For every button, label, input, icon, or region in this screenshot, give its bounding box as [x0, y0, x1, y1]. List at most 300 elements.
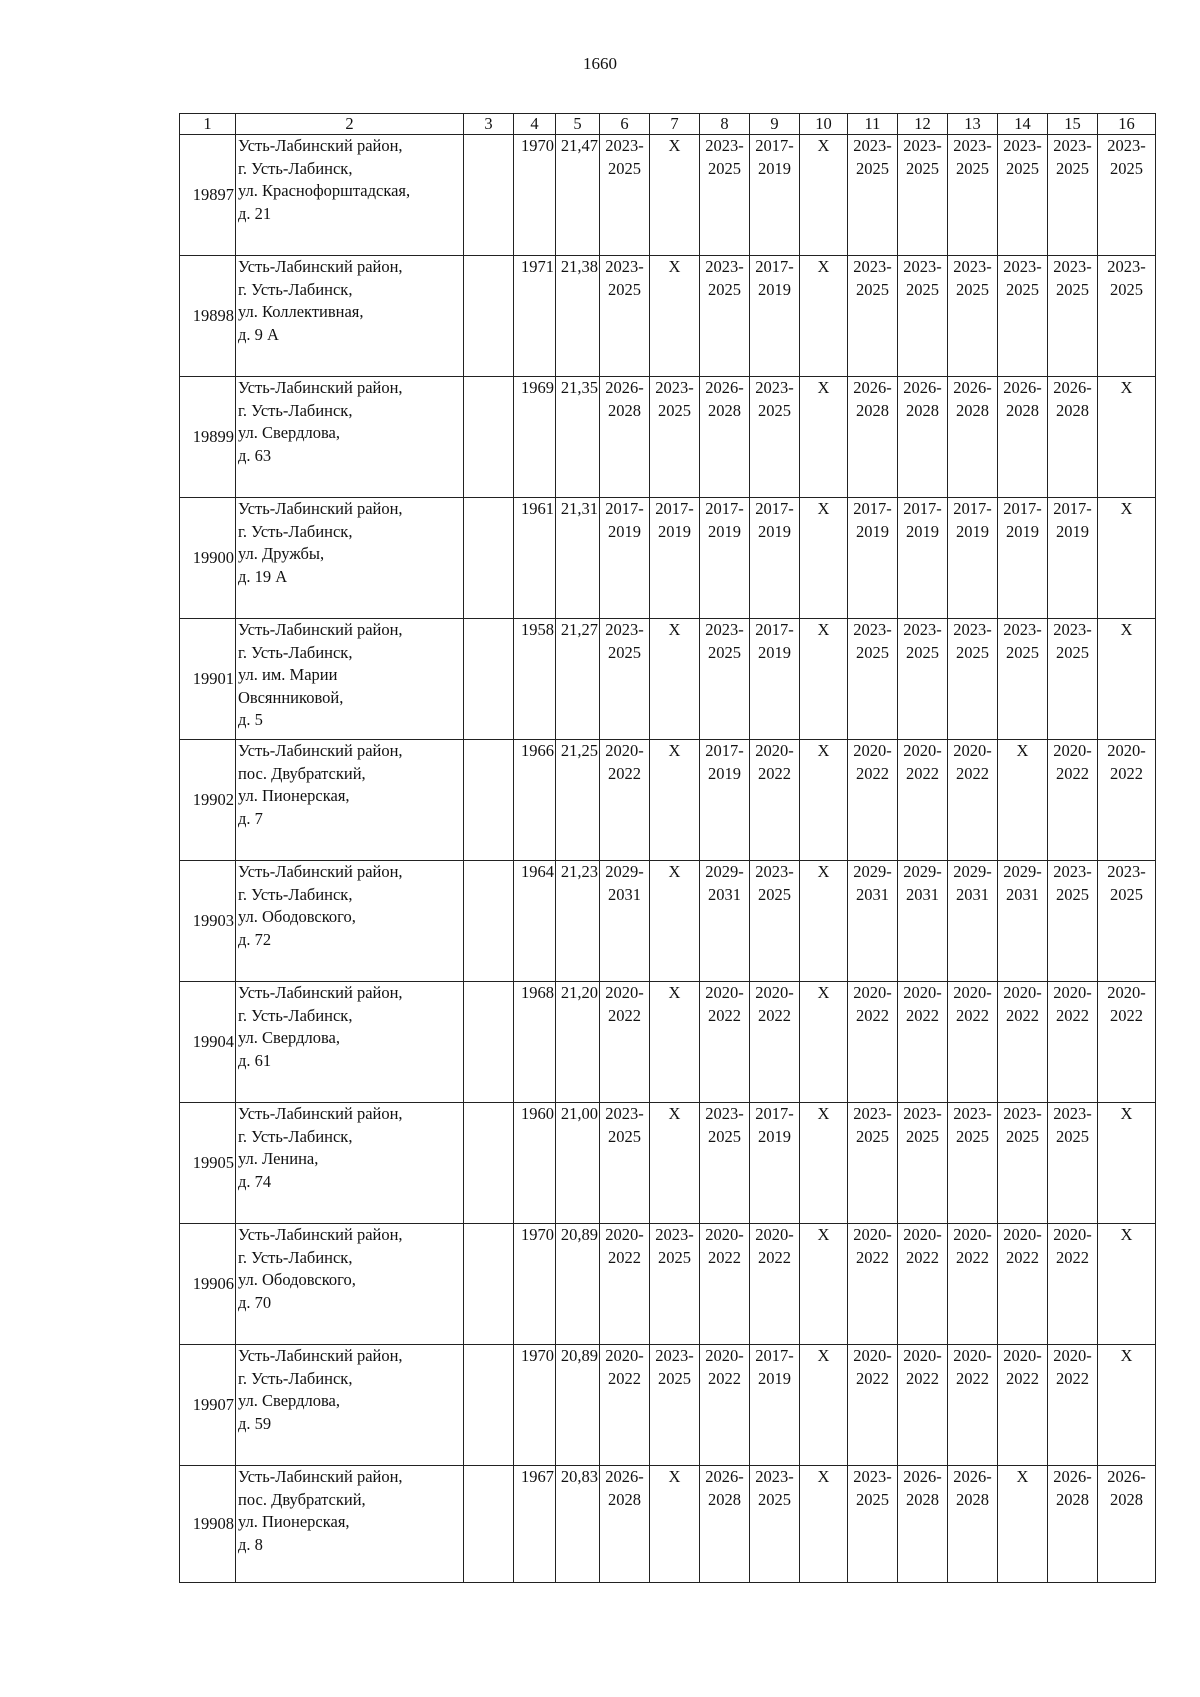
address-cell-line: Усть-Лабинский район,: [238, 499, 403, 518]
row-number: 19898: [180, 256, 236, 377]
row-number: 19906: [180, 1224, 236, 1345]
period-cell-col-14: [998, 498, 1048, 619]
period-cell-col-14-line: X: [1016, 741, 1029, 760]
period-cell-col-9: [750, 377, 800, 498]
period-cell-col-6: [600, 1224, 650, 1345]
period-cell-col-13-line: 2031: [956, 884, 989, 904]
address-cell: [236, 1103, 464, 1224]
period-cell-col-11: [848, 619, 898, 740]
period-cell-col-14: [998, 740, 1048, 861]
row-number: 19902: [180, 740, 236, 861]
table-row: [180, 135, 1156, 256]
period-cell-col-10: [800, 740, 848, 861]
period-cell-col-15-line: 2028: [1056, 400, 1089, 420]
address-cell-line: д. 59: [238, 1413, 272, 1433]
period-cell-col-15-line: 2025: [1056, 642, 1089, 662]
address-cell: [236, 498, 464, 619]
period-cell-col-15: [1048, 1103, 1098, 1224]
period-cell-col-13: [948, 1466, 998, 1583]
address-cell-line: д. 72: [238, 929, 272, 949]
period-cell-col-16-line: 2023-: [1107, 257, 1146, 276]
period-cell-col-16-line: 2025: [1110, 884, 1143, 904]
address-cell-line: ул. Ободовского,: [238, 907, 356, 926]
column-header-4: 4: [514, 114, 556, 135]
period-cell-col-15-line: 2026-: [1053, 378, 1092, 397]
period-cell-col-16-line: 2025: [1110, 158, 1143, 178]
period-cell-col-11-line: 2025: [856, 1126, 889, 1146]
period-cell-col-7-line: X: [668, 1467, 681, 1486]
period-cell-col-16: [1098, 377, 1156, 498]
column-header-8: 8: [700, 114, 750, 135]
period-cell-col-15: [1048, 256, 1098, 377]
period-cell-col-16-line: X: [1120, 1225, 1133, 1244]
column-3-cell: [464, 1466, 514, 1583]
period-cell-col-6: [600, 861, 650, 982]
period-cell-col-12-line: 2022: [906, 1247, 939, 1267]
period-cell-col-12-line: 2028: [906, 1489, 939, 1509]
period-cell-col-12-line: 2029-: [903, 862, 942, 881]
period-cell-col-6-line: 2023-: [605, 136, 644, 155]
period-cell-col-6-line: 2017-: [605, 499, 644, 518]
period-cell-col-14: [998, 377, 1048, 498]
period-cell-col-13-line: 2020-: [953, 741, 992, 760]
period-cell-col-8-line: 2028: [708, 1489, 741, 1509]
period-cell-col-11: [848, 1103, 898, 1224]
period-cell-col-11: [848, 498, 898, 619]
period-cell-col-13: [948, 1224, 998, 1345]
address-cell-line: пос. Двубратский,: [238, 1489, 366, 1509]
period-cell-col-11-line: 2026-: [853, 378, 892, 397]
period-cell-col-9-line: 2017-: [755, 499, 794, 518]
period-cell-col-10: [800, 377, 848, 498]
period-cell-col-13-line: 2020-: [953, 1225, 992, 1244]
period-cell-col-15-line: 2022: [1056, 1247, 1089, 1267]
table-row: [180, 498, 1156, 619]
table-row: [180, 377, 1156, 498]
period-cell-col-9: [750, 498, 800, 619]
period-cell-col-9-line: 2017-: [755, 620, 794, 639]
period-cell-col-14-line: 2028: [1006, 400, 1039, 420]
period-cell-col-12-line: 2025: [906, 1126, 939, 1146]
period-cell-col-12: [898, 1466, 948, 1583]
period-cell-col-7: [650, 256, 700, 377]
period-cell-col-9-line: 2017-: [755, 1104, 794, 1123]
period-cell-col-15: [1048, 982, 1098, 1103]
period-cell-col-8-line: 2023-: [705, 136, 744, 155]
value-cell: 21,00: [556, 1103, 600, 1224]
period-cell-col-12-line: 2022: [906, 763, 939, 783]
period-cell-col-13: [948, 1103, 998, 1224]
period-cell-col-15: [1048, 861, 1098, 982]
row-number: 19901: [180, 619, 236, 740]
address-cell: [236, 619, 464, 740]
column-3-cell: [464, 135, 514, 256]
period-cell-col-16-line: 2026-: [1107, 1467, 1146, 1486]
period-cell-col-13-line: 2023-: [953, 1104, 992, 1123]
address-cell-line: ул. Свердлова,: [238, 1391, 340, 1410]
table-row: [180, 256, 1156, 377]
period-cell-col-6: [600, 1103, 650, 1224]
period-cell-col-15: [1048, 619, 1098, 740]
period-cell-col-15-line: 2025: [1056, 884, 1089, 904]
year-cell: 1964: [514, 861, 556, 982]
column-header-6: 6: [600, 114, 650, 135]
period-cell-col-9-line: 2023-: [755, 862, 794, 881]
period-cell-col-9: [750, 1345, 800, 1466]
year-cell: 1967: [514, 1466, 556, 1583]
period-cell-col-10: [800, 1345, 848, 1466]
period-cell-col-10: [800, 135, 848, 256]
period-cell-col-8-line: 2026-: [705, 1467, 744, 1486]
address-cell-line: Усть-Лабинский район,: [238, 257, 403, 276]
period-cell-col-6-line: 2028: [608, 1489, 641, 1509]
period-cell-col-13-line: 2025: [956, 1126, 989, 1146]
period-cell-col-15-line: 2025: [1056, 279, 1089, 299]
period-cell-col-16-line: X: [1120, 499, 1133, 518]
period-cell-col-12: [898, 1224, 948, 1345]
period-cell-col-16: [1098, 1345, 1156, 1466]
period-cell-col-15-line: 2023-: [1053, 862, 1092, 881]
period-cell-col-10: [800, 1224, 848, 1345]
address-cell: [236, 135, 464, 256]
period-cell-col-14-line: 2017-: [1003, 499, 1042, 518]
period-cell-col-15-line: 2017-: [1053, 499, 1092, 518]
row-number: 19899: [180, 377, 236, 498]
period-cell-col-12-line: 2028: [906, 400, 939, 420]
row-number: 19908: [180, 1466, 236, 1583]
period-cell-col-9: [750, 1224, 800, 1345]
period-cell-col-7-line: 2017-: [655, 499, 694, 518]
row-number: 19900: [180, 498, 236, 619]
period-cell-col-9: [750, 1103, 800, 1224]
column-header-7: 7: [650, 114, 700, 135]
period-cell-col-14: [998, 1224, 1048, 1345]
period-cell-col-11: [848, 740, 898, 861]
address-cell-line: г. Усть-Лабинск,: [238, 400, 353, 420]
period-cell-col-12: [898, 982, 948, 1103]
period-cell-col-10-line: X: [817, 1225, 830, 1244]
period-cell-col-15-line: 2023-: [1053, 1104, 1092, 1123]
period-cell-col-7-line: 2019: [658, 521, 691, 541]
period-cell-col-7-line: 2023-: [655, 378, 694, 397]
period-cell-col-13: [948, 377, 998, 498]
year-cell: 1970: [514, 1345, 556, 1466]
period-cell-col-15: [1048, 740, 1098, 861]
period-cell-col-8-line: 2023-: [705, 1104, 744, 1123]
period-cell-col-10-line: X: [817, 257, 830, 276]
period-cell-col-6-line: 2022: [608, 763, 641, 783]
period-cell-col-10-line: X: [817, 1346, 830, 1365]
period-cell-col-15: [1048, 135, 1098, 256]
address-cell: [236, 256, 464, 377]
table-row: [180, 1224, 1156, 1345]
period-cell-col-13-line: 2025: [956, 158, 989, 178]
period-cell-col-10-line: X: [817, 499, 830, 518]
period-cell-col-8-line: 2025: [708, 279, 741, 299]
address-cell-line: г. Усть-Лабинск,: [238, 158, 353, 178]
period-cell-col-13-line: 2025: [956, 642, 989, 662]
table-row: [180, 861, 1156, 982]
address-cell-line: Усть-Лабинский район,: [238, 862, 403, 881]
year-cell: 1966: [514, 740, 556, 861]
period-cell-col-6-line: 2025: [608, 642, 641, 662]
period-cell-col-13: [948, 619, 998, 740]
period-cell-col-14: [998, 982, 1048, 1103]
period-cell-col-13-line: 2022: [956, 1005, 989, 1025]
period-cell-col-8-line: 2025: [708, 1126, 741, 1146]
period-cell-col-11-line: 2023-: [853, 257, 892, 276]
period-cell-col-9: [750, 982, 800, 1103]
period-cell-col-11: [848, 861, 898, 982]
row-number: 19907: [180, 1345, 236, 1466]
period-cell-col-12-line: 2020-: [903, 1225, 942, 1244]
address-cell-line: д. 8: [238, 1534, 263, 1554]
address-cell-line: г. Усть-Лабинск,: [238, 1005, 353, 1025]
period-cell-col-8-line: 2023-: [705, 620, 744, 639]
period-cell-col-14-line: 2023-: [1003, 620, 1042, 639]
period-cell-col-11: [848, 1224, 898, 1345]
period-cell-col-7: [650, 619, 700, 740]
address-cell-line: ул. им. Марии: [238, 665, 338, 684]
address-cell-line: Усть-Лабинский район,: [238, 1346, 403, 1365]
period-cell-col-8-line: 2025: [708, 642, 741, 662]
period-cell-col-13-line: 2022: [956, 1247, 989, 1267]
period-cell-col-13-line: 2020-: [953, 1346, 992, 1365]
address-cell-line: ул. Коллективная,: [238, 302, 364, 321]
period-cell-col-9-line: 2020-: [755, 1225, 794, 1244]
period-cell-col-8: [700, 256, 750, 377]
period-cell-col-12-line: 2025: [906, 279, 939, 299]
period-cell-col-6-line: 2022: [608, 1005, 641, 1025]
table-row: [180, 740, 1156, 861]
period-cell-col-12-line: 2026-: [903, 1467, 942, 1486]
period-cell-col-13-line: 2029-: [953, 862, 992, 881]
period-cell-col-6: [600, 498, 650, 619]
period-cell-col-10-line: X: [817, 1467, 830, 1486]
period-cell-col-7-line: 2025: [658, 1247, 691, 1267]
row-number: 19897: [180, 135, 236, 256]
period-cell-col-9-line: 2019: [758, 521, 791, 541]
period-cell-col-8: [700, 619, 750, 740]
address-cell-line: Усть-Лабинский район,: [238, 378, 403, 397]
period-cell-col-6-line: 2022: [608, 1247, 641, 1267]
period-cell-col-9-line: 2020-: [755, 983, 794, 1002]
register-table: [179, 113, 1156, 1583]
period-cell-col-6-line: 2026-: [605, 378, 644, 397]
period-cell-col-16: [1098, 982, 1156, 1103]
period-cell-col-7-line: 2025: [658, 1368, 691, 1388]
period-cell-col-9-line: 2023-: [755, 1467, 794, 1486]
period-cell-col-12-line: 2026-: [903, 378, 942, 397]
period-cell-col-12-line: 2022: [906, 1005, 939, 1025]
address-cell-line: г. Усть-Лабинск,: [238, 521, 353, 541]
period-cell-col-11: [848, 1466, 898, 1583]
period-cell-col-14-line: X: [1016, 1467, 1029, 1486]
period-cell-col-12-line: 2025: [906, 158, 939, 178]
period-cell-col-16-line: 2025: [1110, 279, 1143, 299]
year-cell: 1971: [514, 256, 556, 377]
period-cell-col-7: [650, 135, 700, 256]
period-cell-col-6: [600, 1345, 650, 1466]
period-cell-col-7: [650, 1224, 700, 1345]
period-cell-col-6: [600, 619, 650, 740]
period-cell-col-12: [898, 619, 948, 740]
period-cell-col-16-line: 2023-: [1107, 862, 1146, 881]
column-header-10: 10: [800, 114, 848, 135]
address-cell-line: ул. Ленина,: [238, 1149, 319, 1168]
period-cell-col-11-line: 2031: [856, 884, 889, 904]
period-cell-col-6: [600, 135, 650, 256]
period-cell-col-12-line: 2020-: [903, 983, 942, 1002]
period-cell-col-6-line: 2023-: [605, 620, 644, 639]
year-cell: 1968: [514, 982, 556, 1103]
period-cell-col-13-line: 2028: [956, 400, 989, 420]
period-cell-col-8-line: 2022: [708, 1247, 741, 1267]
period-cell-col-15-line: 2022: [1056, 763, 1089, 783]
address-cell-line: Усть-Лабинский район,: [238, 1467, 403, 1486]
period-cell-col-12-line: 2020-: [903, 1346, 942, 1365]
period-cell-col-16: [1098, 1466, 1156, 1583]
period-cell-col-7-line: 2025: [658, 400, 691, 420]
period-cell-col-14-line: 2023-: [1003, 136, 1042, 155]
period-cell-col-12: [898, 861, 948, 982]
value-cell: 21,20: [556, 982, 600, 1103]
period-cell-col-8-line: 2028: [708, 400, 741, 420]
period-cell-col-8: [700, 1466, 750, 1583]
period-cell-col-11-line: 2020-: [853, 741, 892, 760]
period-cell-col-9-line: 2022: [758, 1247, 791, 1267]
period-cell-col-16-line: 2028: [1110, 1489, 1143, 1509]
page-number: 1660: [583, 54, 617, 73]
period-cell-col-15: [1048, 498, 1098, 619]
period-cell-col-16: [1098, 740, 1156, 861]
period-cell-col-14-line: 2029-: [1003, 862, 1042, 881]
period-cell-col-8: [700, 377, 750, 498]
period-cell-col-13: [948, 256, 998, 377]
address-cell-line: ул. Свердлова,: [238, 1028, 340, 1047]
year-cell: 1970: [514, 1224, 556, 1345]
address-cell: [236, 1466, 464, 1583]
period-cell-col-6: [600, 1466, 650, 1583]
period-cell-col-10-line: X: [817, 862, 830, 881]
period-cell-col-13: [948, 498, 998, 619]
period-cell-col-10: [800, 861, 848, 982]
period-cell-col-16-line: X: [1120, 1104, 1133, 1123]
column-header-2: 2: [236, 114, 464, 135]
column-header-11: 11: [848, 114, 898, 135]
period-cell-col-9-line: 2025: [758, 400, 791, 420]
period-cell-col-14-line: 2020-: [1003, 983, 1042, 1002]
period-cell-col-6: [600, 377, 650, 498]
period-cell-col-11-line: 2023-: [853, 1467, 892, 1486]
period-cell-col-16: [1098, 256, 1156, 377]
address-cell-line: д. 7: [238, 808, 263, 828]
address-cell-line: г. Усть-Лабинск,: [238, 1126, 353, 1146]
period-cell-col-9-line: 2017-: [755, 136, 794, 155]
period-cell-col-14-line: 2023-: [1003, 257, 1042, 276]
value-cell: 21,38: [556, 256, 600, 377]
period-cell-col-10: [800, 1103, 848, 1224]
period-cell-col-13-line: 2022: [956, 1368, 989, 1388]
period-cell-col-11-line: 2022: [856, 1368, 889, 1388]
address-cell-line: Усть-Лабинский район,: [238, 1104, 403, 1123]
period-cell-col-16-line: 2023-: [1107, 136, 1146, 155]
period-cell-col-10-line: X: [817, 136, 830, 155]
period-cell-col-16-line: 2022: [1110, 763, 1143, 783]
period-cell-col-6-line: 2020-: [605, 1225, 644, 1244]
period-cell-col-8-line: 2020-: [705, 1346, 744, 1365]
period-cell-col-12-line: 2020-: [903, 741, 942, 760]
period-cell-col-15-line: 2025: [1056, 158, 1089, 178]
period-cell-col-12-line: 2023-: [903, 1104, 942, 1123]
column-header-14: 14: [998, 114, 1048, 135]
period-cell-col-11: [848, 256, 898, 377]
column-3-cell: [464, 498, 514, 619]
period-cell-col-12: [898, 1103, 948, 1224]
period-cell-col-12: [898, 377, 948, 498]
column-header-13: 13: [948, 114, 998, 135]
period-cell-col-8-line: 2031: [708, 884, 741, 904]
column-header-1: 1: [180, 114, 236, 135]
period-cell-col-11-line: 2025: [856, 1489, 889, 1509]
period-cell-col-11-line: 2019: [856, 521, 889, 541]
period-cell-col-16-line: X: [1120, 378, 1133, 397]
table-body: [180, 135, 1156, 1583]
period-cell-col-8-line: 2017-: [705, 499, 744, 518]
value-cell: 20,89: [556, 1345, 600, 1466]
period-cell-col-13-line: 2026-: [953, 378, 992, 397]
period-cell-col-7-line: X: [668, 136, 681, 155]
period-cell-col-10-line: X: [817, 983, 830, 1002]
period-cell-col-8-line: 2017-: [705, 741, 744, 760]
period-cell-col-9-line: 2019: [758, 1368, 791, 1388]
period-cell-col-10-line: X: [817, 741, 830, 760]
row-number: 19905: [180, 1103, 236, 1224]
period-cell-col-6-line: 2025: [608, 158, 641, 178]
period-cell-col-14: [998, 135, 1048, 256]
period-cell-col-15-line: 2020-: [1053, 741, 1092, 760]
address-cell-line: д. 5: [238, 710, 263, 729]
period-cell-col-7: [650, 498, 700, 619]
period-cell-col-7-line: X: [668, 741, 681, 760]
period-cell-col-15-line: 2023-: [1053, 620, 1092, 639]
address-cell: [236, 740, 464, 861]
year-cell: 1969: [514, 377, 556, 498]
period-cell-col-6-line: 2023-: [605, 257, 644, 276]
period-cell-col-15-line: 2025: [1056, 1126, 1089, 1146]
period-cell-col-13-line: 2022: [956, 763, 989, 783]
period-cell-col-8-line: 2029-: [705, 862, 744, 881]
period-cell-col-9-line: 2019: [758, 1126, 791, 1146]
year-cell: 1970: [514, 135, 556, 256]
period-cell-col-15-line: 2019: [1056, 521, 1089, 541]
period-cell-col-11-line: 2020-: [853, 1346, 892, 1365]
period-cell-col-13-line: 2019: [956, 521, 989, 541]
column-3-cell: [464, 982, 514, 1103]
year-cell: 1960: [514, 1103, 556, 1224]
period-cell-col-8: [700, 982, 750, 1103]
period-cell-col-10-line: X: [817, 1104, 830, 1123]
table-row: [180, 1466, 1156, 1583]
period-cell-col-15-line: 2020-: [1053, 1225, 1092, 1244]
period-cell-col-11-line: 2028: [856, 400, 889, 420]
period-cell-col-12: [898, 256, 948, 377]
column-3-cell: [464, 1224, 514, 1345]
period-cell-col-10: [800, 1466, 848, 1583]
period-cell-col-16: [1098, 135, 1156, 256]
period-cell-col-11-line: 2023-: [853, 136, 892, 155]
period-cell-col-12-line: 2017-: [903, 499, 942, 518]
